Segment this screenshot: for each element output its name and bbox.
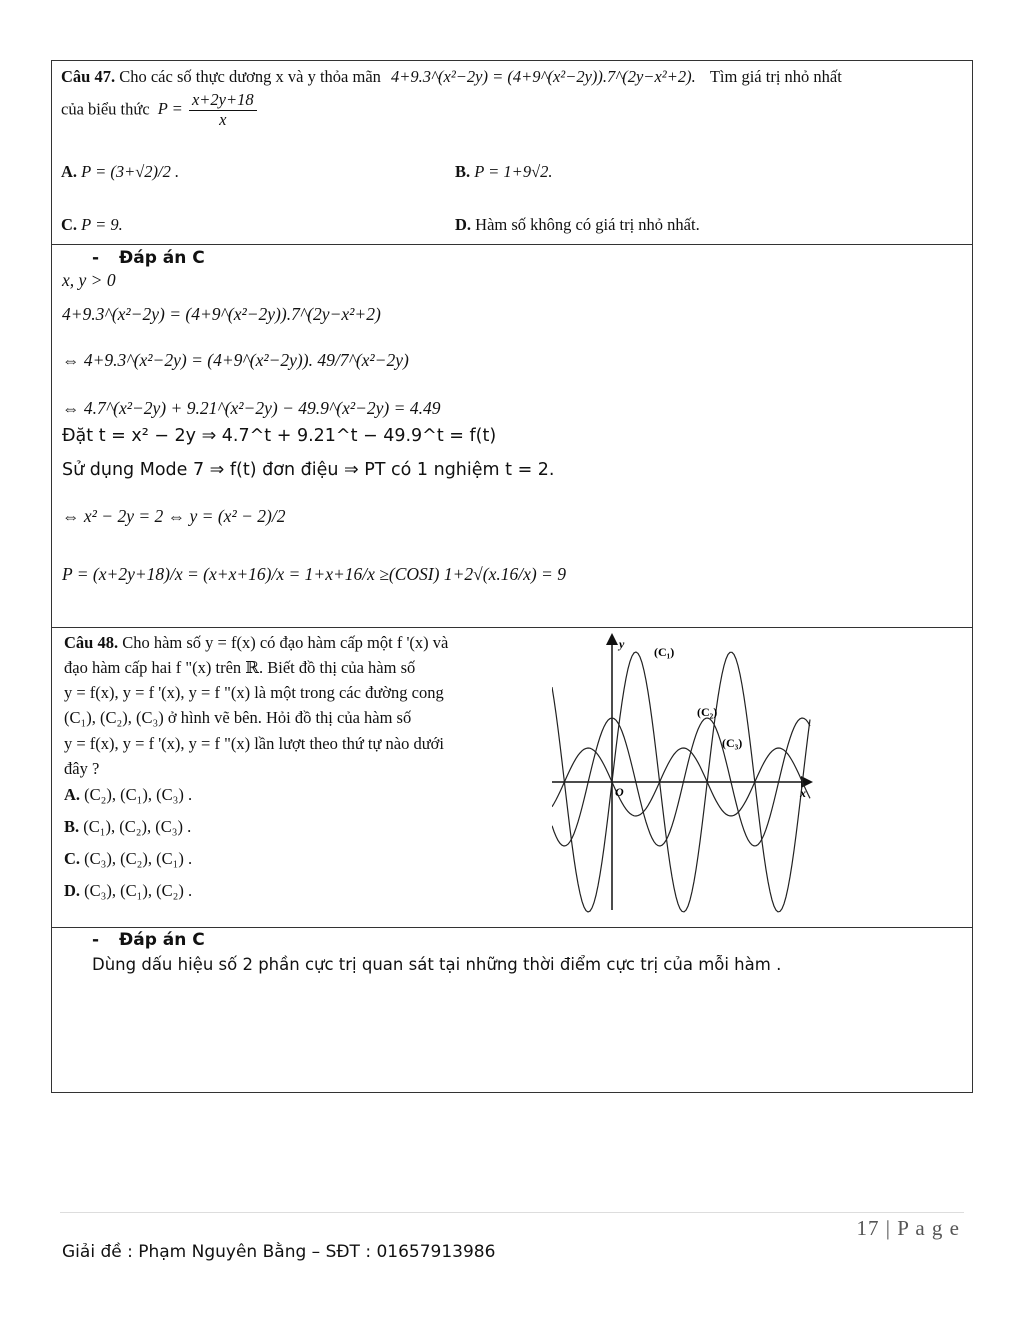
ans47-title: Đáp án C [118,248,205,268]
option-key: B. [455,162,471,181]
q48-line-2: đạo hàm cấp hai f "(x) trên ℝ. Biết đồ thị của hàm số [64,658,416,677]
q48-line-1: Cho hàm số y = f(x) có đạo hàm cấp một f '(x) và [122,633,449,652]
option-key: A. [64,785,81,804]
q47-label: Câu 47. [61,67,116,86]
option-text: (C₂), (C₁), (C₃) . [84,785,193,804]
ans47-line-7: ⇔ x² − 2y = 2 ⇔ y = (x² − 2)/2 [62,506,286,526]
option-key: A. [61,162,78,181]
answer-48-box [51,927,973,1093]
q47-option-a [61,162,179,182]
q48-option-a [64,785,192,805]
q48-option-c [64,849,192,869]
option-text: (C₃), (C₂), (C₁) . [84,849,193,868]
ans47-line-2: 4+9.3^(x²−2y) = (4+9^(x²−2y)).7^(2y−x²+2) [62,304,381,324]
q47-stem-3: của biểu thức [61,99,150,119]
ans48-text: Dùng dấu hiệu số 2 phần cực trị quan sát tại những thời điểm cực trị của mỗi hàm . [92,955,782,974]
option-text: (C₁), (C₂), (C₃) . [83,817,192,836]
option-text: P = 9. [81,215,123,234]
q47-option-d [455,215,700,235]
q48-label: Câu 48. [64,633,119,652]
option-key: C. [64,849,81,868]
curve-label-c3: (C₃) [722,736,743,750]
q48-line-3: y = f(x), y = f '(x), y = f "(x) là một trong các đường cong [64,683,444,702]
q47-expr-fraction [189,91,257,130]
question-47-box [51,60,973,245]
origin-label: O [615,785,624,799]
ans48-bullet: - [92,930,100,950]
ans47-line-1: x, y > 0 [62,270,116,290]
ans48-heading [92,930,205,950]
option-key: B. [64,817,80,836]
x-axis-label: x [800,786,806,800]
ans47-heading [92,248,205,268]
q48-stem-line1 [64,633,448,653]
q47-equation: 4+9.3^(x²−2y) = (4+9^(x²−2y)).7^(2y−x²+2). [391,67,696,86]
q47-stem-1: Cho các số thực dương x và y thỏa mãn [119,67,381,86]
q47-stem-line2 [61,91,259,130]
page-number: 17 | P a g e [856,1216,960,1240]
ans47-line-3: ⇔ 4+9.3^(x²−2y) = (4+9^(x²−2y)). 49/7^(x²−2y) [62,350,409,370]
y-axis-label: y [619,637,625,651]
ans47-line-5: Đặt t = x² − 2y ⇒ 4.7^t + 9.21^t − 49.9^t = f(t) [62,426,497,446]
curve-label-c1: (C₁) [654,645,675,659]
q48-option-d [64,881,192,901]
ans47-bullet: - [92,248,100,268]
footer-divider [60,1212,964,1213]
option-key: D. [64,881,81,900]
option-key: D. [455,215,472,234]
answer-47-box [51,244,973,628]
ans47-line-4: ⇔ 4.7^(x²−2y) + 9.21^(x²−2y) − 49.9^(x²−2y) = 4.49 [62,398,441,418]
q48-line-6: đây ? [64,759,100,778]
question-48-box [51,627,973,928]
q47-expr-lhs: P = [157,99,183,119]
q48-option-b [64,817,191,837]
ans48-title: Đáp án C [118,930,205,950]
q48-line-5: y = f(x), y = f '(x), y = f "(x) lần lượt theo thứ tự nào dưới [64,734,444,753]
q48-line-4: (C₁), (C₂), (C₃) ở hình vẽ bên. Hỏi đồ thị của hàm số [64,708,412,727]
option-key: C. [61,215,78,234]
q47-expr-den: x [219,109,227,129]
ans47-line-8: P = (x+2y+18)/x = (x+x+16)/x = 1+x+16/x ≥(COSI) 1+2√(x.16/x) = 9 [62,564,566,584]
q47-expr-num: x+2y+18 [189,91,257,111]
q47-option-b [455,162,553,182]
footer-author: Giải đề : Phạm Nguyên Bằng – SĐT : 01657913986 [62,1242,496,1262]
option-text: Hàm số không có giá trị nhỏ nhất. [475,215,700,234]
curve-label-c2: (C₂) [697,705,718,719]
q47-option-c [61,215,123,235]
option-text: P = 1+9√2. [474,162,553,181]
q47-stem-line1 [61,67,842,87]
q47-stem-2: Tìm giá trị nhỏ nhất [709,67,842,86]
ans47-line-6: Sử dụng Mode 7 ⇒ f(t) đơn điệu ⇒ PT có 1 nghiệm t = 2. [62,460,555,480]
option-text: P = (3+√2)/2 . [81,162,180,181]
option-text: (C₃), (C₁), (C₂) . [84,881,193,900]
function-graph [552,630,820,914]
